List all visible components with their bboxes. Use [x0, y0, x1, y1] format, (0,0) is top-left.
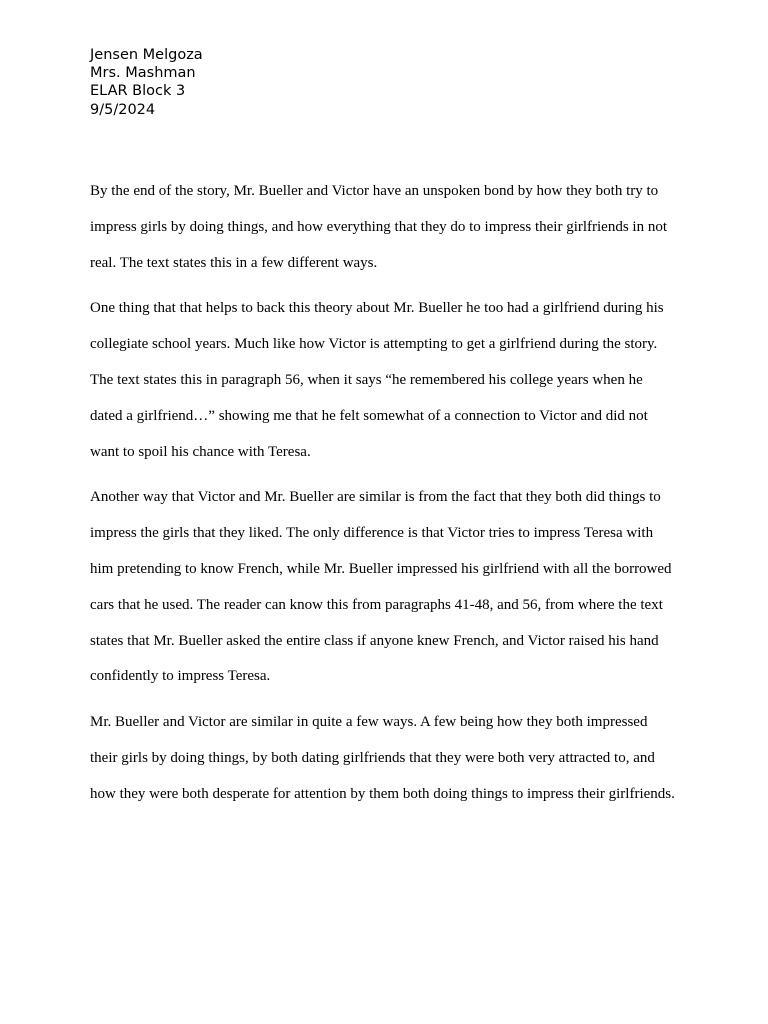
paragraph-line: real. The text states this in a few different ways.: [90, 254, 378, 271]
paragraph-line: By the end of the story, Mr. Bueller and Victor have an unspoken bond by how they both try to: [90, 183, 659, 199]
paragraph-1: [90, 174, 682, 281]
paragraph-line: want to spoil his chance with Teresa.: [90, 443, 311, 460]
paragraph-line: their girls by doing things, by both dating girlfriends that they were both very attracted to, and: [90, 749, 655, 766]
teacher-name: Mrs. Mashman: [90, 65, 196, 82]
paragraph-line: cars that he used. The reader can know this from paragraphs 41-48, and 56, from where the text: [90, 596, 663, 613]
paragraph-line: how they were both desperate for attention by them both doing things to impress their girlfriends.: [90, 785, 675, 802]
date: 9/5/2024: [90, 101, 156, 118]
paragraph-line: Mr. Bueller and Victor are similar in quite a few ways. A few being how they both impressed: [90, 714, 648, 731]
paragraph-line: One thing that that helps to back this theory about Mr. Bueller he too had a girlfriend during his: [90, 300, 664, 317]
paragraph-line: him pretending to know French, while Mr. Bueller impressed his girlfriend with all the borrowed: [90, 560, 672, 577]
paragraph-line: collegiate school years. Much like how Victor is attempting to get a girlfriend during the story.: [90, 336, 658, 353]
paragraph-4: [90, 705, 682, 812]
paragraph-line: impress girls by doing things, and how everything that they do to impress their girlfriends in not: [90, 218, 668, 235]
paragraph-line: impress the girls that they liked. The only difference is that Victor tries to impress Teresa with: [90, 525, 654, 542]
paragraph-3: [90, 480, 682, 695]
class-name: ELAR Block 3: [90, 83, 186, 100]
paragraph-line: states that Mr. Bueller asked the entire class if anyone knew French, and Victor raised his hand: [90, 632, 659, 649]
paragraph-line: dated a girlfriend…” showing me that he felt somewhat of a connection to Victor and did not: [90, 407, 648, 424]
paragraph-line: The text states this in paragraph 56, when it says “he remembered his college years when he: [90, 371, 643, 388]
paragraph-line: confidently to impress Teresa.: [90, 668, 271, 685]
header-block: [90, 46, 203, 119]
paragraph-line: Another way that Victor and Mr. Bueller are similar is from the fact that they both did things to: [90, 489, 661, 506]
student-name: Jensen Melgoza: [90, 47, 203, 63]
paragraph-2: [90, 291, 682, 470]
essay-body: [90, 174, 682, 823]
